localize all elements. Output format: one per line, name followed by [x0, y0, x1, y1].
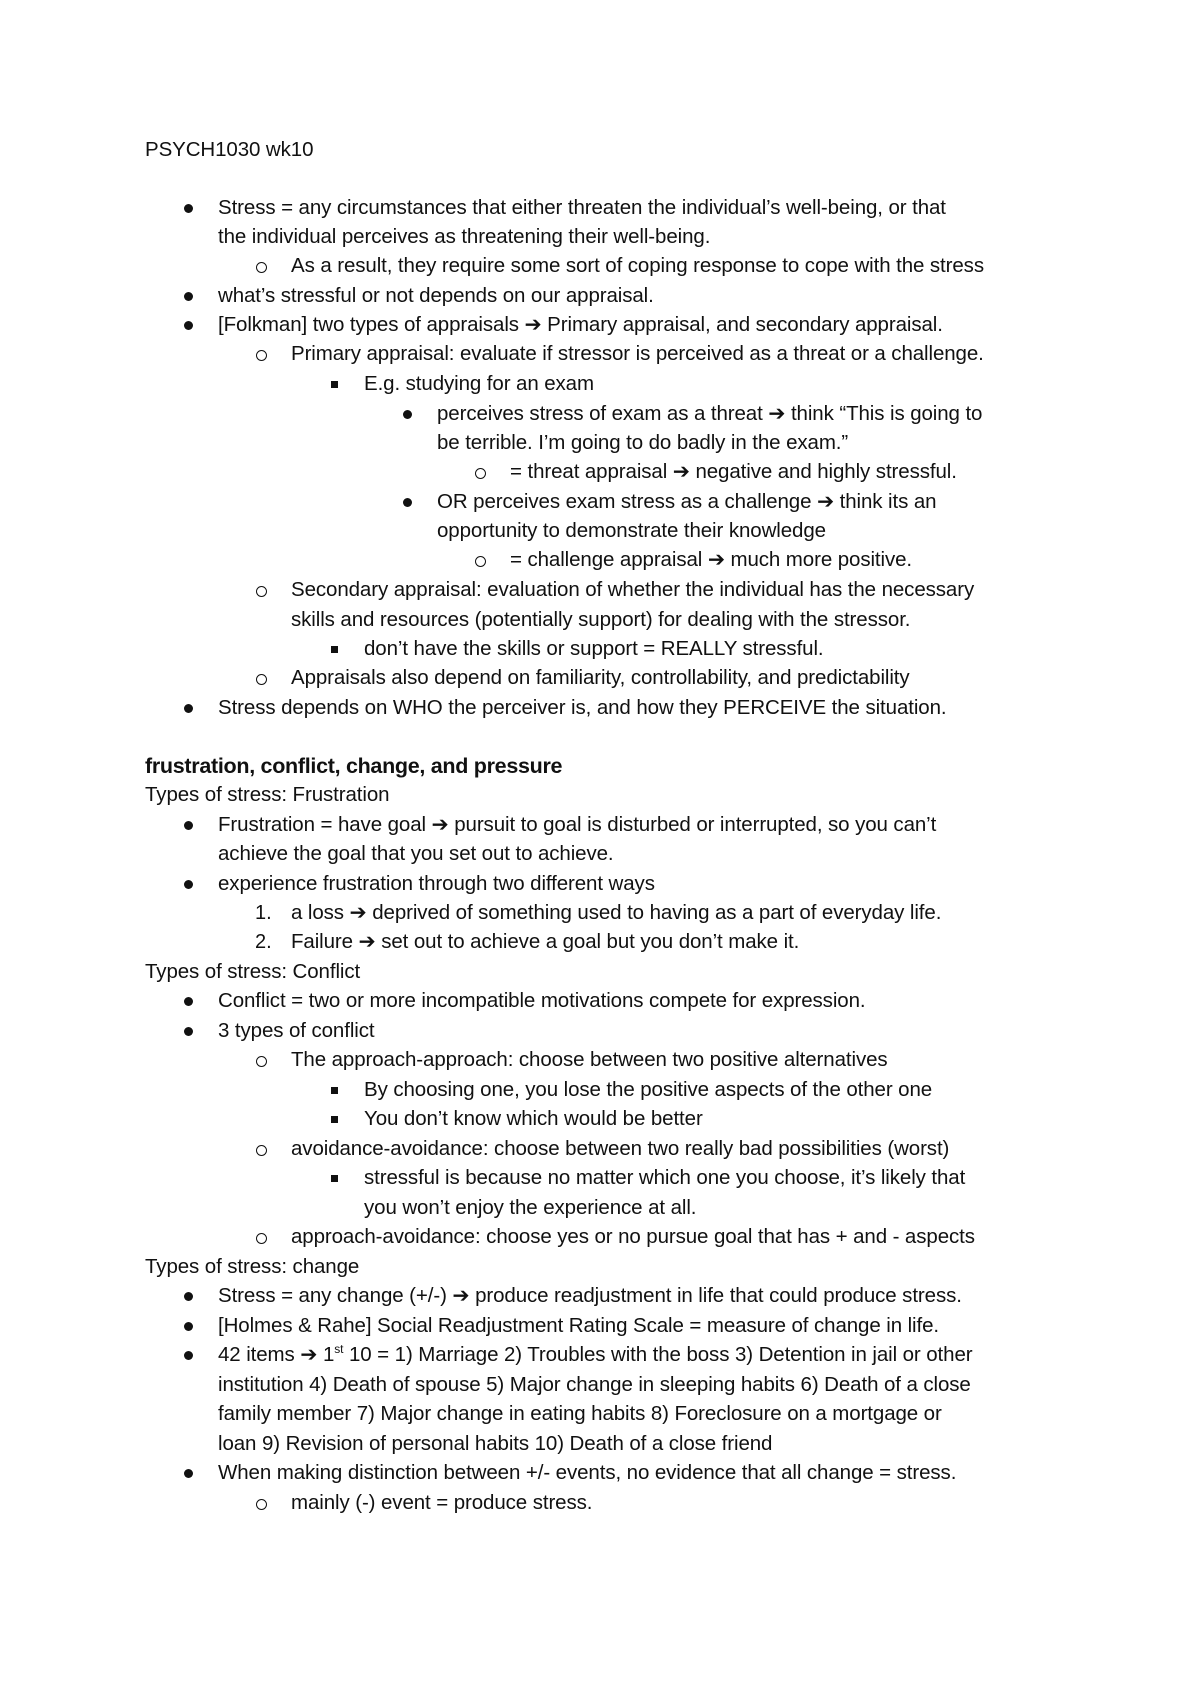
- line-text: Types of stress: change: [145, 1255, 360, 1278]
- text-line: [218, 1282, 962, 1310]
- superscript: st: [334, 1342, 344, 1357]
- line-text: Stress = any change (+/-) ➔ produce readjustment in life that could produce stress.: [218, 1284, 962, 1307]
- line-text: be terrible. I’m going to do badly in the exam.”: [437, 431, 849, 454]
- text-line: [218, 282, 654, 310]
- bullet-dot-icon: [184, 292, 193, 301]
- line-text: Frustration = have goal ➔ pursuit to goal is disturbed or interrupted, so you can’t: [218, 813, 937, 836]
- text-line: [291, 576, 974, 604]
- line-text: = threat appraisal ➔ negative and highly stressful.: [510, 460, 957, 483]
- line-text: opportunity to demonstrate their knowledge: [437, 519, 826, 542]
- text-line: [145, 781, 389, 809]
- bullet-dot-icon: [184, 997, 193, 1006]
- text-line: [218, 987, 865, 1015]
- text-line: [291, 340, 984, 368]
- line-text: perceives stress of exam as a threat ➔ think “This is going to: [437, 402, 983, 425]
- line-text: Primary appraisal: evaluate if stressor is perceived as a threat or a challenge.: [291, 342, 984, 365]
- line-text: The approach-approach: choose between two positive alternatives: [291, 1048, 888, 1071]
- bullet-dot-icon: [184, 321, 193, 330]
- line-text: a loss ➔ deprived of something used to having as a part of everyday life.: [291, 901, 942, 924]
- text-line: [364, 1105, 703, 1133]
- line-text: you won’t enjoy the experience at all.: [364, 1196, 697, 1219]
- bullet-circle-icon: [475, 556, 486, 567]
- text-line: [218, 1312, 939, 1340]
- line-text: Secondary appraisal: evaluation of whether the individual has the necessary: [291, 578, 975, 601]
- text-line: [364, 370, 594, 398]
- bullet-circle-icon: [256, 586, 267, 597]
- section-heading: [145, 752, 562, 780]
- bullet-circle-icon: [256, 1499, 267, 1510]
- text-line: [291, 1223, 975, 1251]
- line-text: Failure ➔ set out to achieve a goal but you don’t make it.: [291, 930, 800, 953]
- bullet-dot-icon: [184, 1351, 193, 1360]
- line-text: what’s stressful or not depends on our appraisal.: [218, 284, 654, 307]
- bullet-circle-icon: [256, 674, 267, 685]
- line-text: don’t have the skills or support = REALLY stressful.: [364, 637, 824, 660]
- bullet-dot-icon: [184, 880, 193, 889]
- line-text: approach-avoidance: choose yes or no pursue goal that has + and - aspects: [291, 1225, 975, 1248]
- line-text: OR perceives exam stress as a challenge ➔ think its an: [437, 490, 937, 513]
- text-line: [218, 840, 614, 868]
- line-text: By choosing one, you lose the positive aspects of the other one: [364, 1078, 933, 1101]
- bullet-dot-icon: [184, 1322, 193, 1331]
- line-text: Conflict = two or more incompatible motivations compete for expression.: [218, 989, 866, 1012]
- text-line: [218, 1371, 971, 1399]
- text-line: [437, 400, 982, 428]
- text-line: [218, 870, 655, 898]
- text-line: [291, 606, 910, 634]
- text-line: [291, 252, 984, 280]
- text-line: [291, 1135, 949, 1163]
- text-line: [218, 223, 710, 251]
- line-text: [Holmes & Rahe] Social Readjustment Rating Scale = measure of change in life.: [218, 1314, 940, 1337]
- line-text: 3 types of conflict: [218, 1019, 375, 1042]
- line-text: You don’t know which would be better: [364, 1107, 703, 1130]
- text-line: [510, 546, 912, 574]
- line-text: family member 7) Major change in eating habits 8) Foreclosure on a mortgage or: [218, 1402, 942, 1425]
- bullet-dot-icon: [184, 1027, 193, 1036]
- line-text: Stress = any circumstances that either threaten the individual’s well-being, or that: [218, 196, 946, 219]
- bullet-dot-icon: [184, 704, 193, 713]
- bullet-square-icon: [331, 381, 338, 388]
- line-text: [Folkman] two types of appraisals ➔ Primary appraisal, and secondary appraisal.: [218, 313, 943, 336]
- line-text: stressful is because no matter which one you choose, it’s likely that: [364, 1166, 966, 1189]
- line-text-continued: 10 = 1) Marriage 2) Troubles with the boss 3) Detention in jail or other: [343, 1343, 973, 1366]
- bullet-circle-icon: [475, 468, 486, 479]
- line-text: loan 9) Revision of personal habits 10) Death of a close friend: [218, 1432, 773, 1455]
- text-line: [291, 928, 799, 956]
- page-title: [145, 136, 313, 164]
- line-text: frustration, conflict, change, and pressure: [145, 754, 563, 778]
- bullet-dot-icon: [184, 1469, 193, 1478]
- bullet-dot-icon: [184, 821, 193, 830]
- text-line: [437, 429, 848, 457]
- line-text: experience frustration through two different ways: [218, 872, 655, 895]
- bullet-circle-icon: [256, 262, 267, 273]
- line-text: institution 4) Death of spouse 5) Major change in sleeping habits 6) Death of a close: [218, 1373, 971, 1396]
- text-line: [218, 194, 946, 222]
- line-text: Stress depends on WHO the perceiver is, and how they PERCEIVE the situation.: [218, 696, 947, 719]
- line-text: 42 items ➔ 1: [218, 1343, 335, 1366]
- line-text: avoidance-avoidance: choose between two really bad possibilities (worst): [291, 1137, 950, 1160]
- line-text: Appraisals also depend on familiarity, controllability, and predictability: [291, 666, 910, 689]
- text-line: [291, 1489, 592, 1517]
- text-line: [291, 1046, 888, 1074]
- text-line: [437, 517, 826, 545]
- line-text: E.g. studying for an exam: [364, 372, 594, 395]
- text-line: [291, 899, 941, 927]
- text-line: [364, 1194, 696, 1222]
- text-line: [145, 958, 360, 986]
- text-line: [218, 811, 936, 839]
- line-text: the individual perceives as threatening their well-being.: [218, 225, 711, 248]
- bullet-circle-icon: [256, 350, 267, 361]
- line-text: As a result, they require some sort of coping response to cope with the stress: [291, 254, 984, 277]
- text-line: [510, 458, 957, 486]
- text-line: [145, 1253, 359, 1281]
- text-line: [364, 635, 824, 663]
- text-line: [218, 311, 943, 339]
- line-text: Types of stress: Frustration: [145, 783, 390, 806]
- text-line: [218, 1341, 972, 1369]
- bullet-dot-icon: [184, 204, 193, 213]
- bullet-square-icon: [331, 646, 338, 653]
- text-line: [218, 1017, 375, 1045]
- bullet-square-icon: [331, 1175, 338, 1182]
- text-line: [218, 1459, 956, 1487]
- line-text: Types of stress: Conflict: [145, 960, 361, 983]
- line-text: achieve the goal that you set out to achieve.: [218, 842, 614, 865]
- bullet-dot-icon: [403, 498, 412, 507]
- text-line: [291, 664, 910, 692]
- list-number: 2.: [255, 931, 272, 953]
- bullet-dot-icon: [184, 1292, 193, 1301]
- text-line: [218, 1400, 942, 1428]
- list-number: 1.: [255, 902, 272, 924]
- line-text: When making distinction between +/- events, no evidence that all change = stress.: [218, 1461, 957, 1484]
- line-text: = challenge appraisal ➔ much more positive.: [510, 548, 913, 571]
- bullet-dot-icon: [403, 410, 412, 419]
- text-line: [218, 694, 947, 722]
- line-text: PSYCH1030 wk10: [145, 138, 314, 161]
- text-line: [437, 488, 936, 516]
- bullet-square-icon: [331, 1087, 338, 1094]
- bullet-circle-icon: [256, 1233, 267, 1244]
- bullet-circle-icon: [256, 1056, 267, 1067]
- text-line: [364, 1164, 965, 1192]
- text-line: [218, 1430, 772, 1458]
- bullet-circle-icon: [256, 1145, 267, 1156]
- bullet-square-icon: [331, 1116, 338, 1123]
- line-text: skills and resources (potentially support) for dealing with the stressor.: [291, 608, 911, 631]
- text-line: [364, 1076, 932, 1104]
- line-text: mainly (-) event = produce stress.: [291, 1491, 593, 1514]
